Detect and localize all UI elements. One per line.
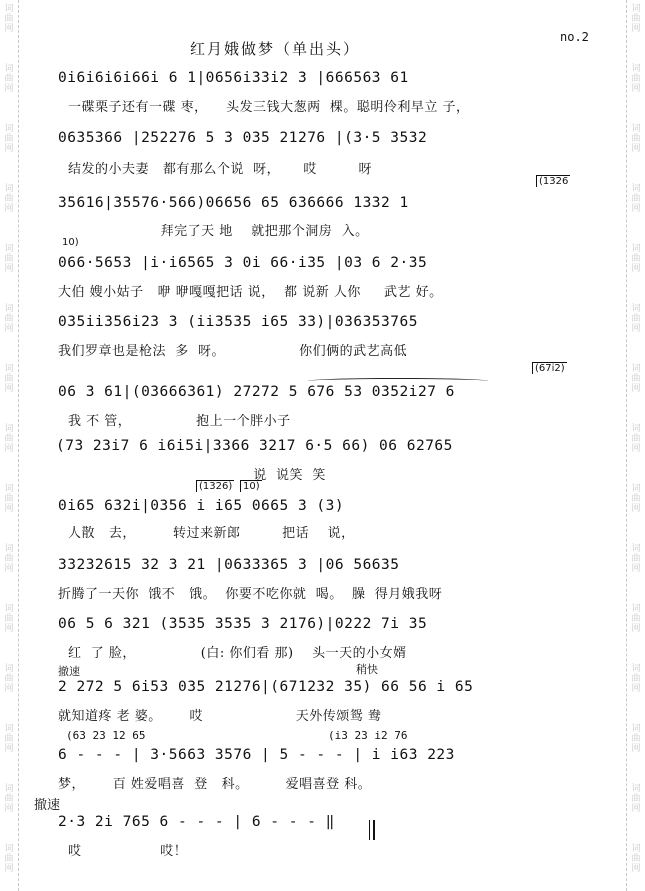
watermark-text: 词 曲 网 [631, 844, 641, 874]
grace-notes: (i3 23 i2 76 [328, 729, 408, 742]
watermark-text: 词 曲 网 [4, 484, 14, 514]
lyric-line: 我 不 管， 抱上一个胖小子 [68, 414, 291, 429]
lyric-line: 折腾了一天你 饿不 饿。 你要不吃你就 喝。 臊 得月娥我呀 [58, 587, 443, 602]
watermark-text: 词 曲 网 [4, 844, 14, 874]
measure-mark: (1326) [196, 480, 234, 492]
lyric-line: 一碟栗子还有一碟 枣， 头发三钱大葱两 棵。聪明伶利早立 子， [68, 100, 470, 115]
notation-line: 0i65 632i|0356 i i65 0665 3 (3) [58, 498, 345, 514]
notation-line: 35616|35576·566)06656 65 636666 1332 1 [58, 195, 409, 211]
watermark-text: 词 曲 网 [4, 124, 14, 154]
notation-line: 06 5 6 321 (3535 3535 3 2176)|0222 7i 35 [58, 616, 428, 632]
watermark-text: 词 曲 网 [631, 604, 641, 634]
measure-mark: (1326 [536, 175, 570, 187]
score-row-12 [58, 729, 588, 799]
watermark-text: 词 曲 网 [4, 664, 14, 694]
score-row-6 [58, 360, 588, 430]
score-row-1 [58, 70, 588, 120]
measure-mark: 10) [62, 237, 79, 248]
song-title: 红月娥做梦（单出头） [190, 40, 361, 58]
lyric-line: 红 了 脸， (白: 你们看 那) 头一天的小女婿 [68, 646, 407, 661]
watermark-text: 词 曲 网 [631, 304, 641, 334]
watermark-text: 词 曲 网 [4, 184, 14, 214]
score-row-9 [58, 557, 588, 607]
watermark-text: 词 曲 网 [631, 124, 641, 154]
watermark-text: 词 曲 网 [631, 784, 641, 814]
watermark-text: 词 曲 网 [631, 664, 641, 694]
score-row-2 [58, 130, 588, 180]
watermark-text: 词 曲 网 [631, 64, 641, 94]
watermark-text: 词 曲 网 [631, 484, 641, 514]
watermark-text: 词 曲 网 [4, 604, 14, 634]
notation-line: 035ii356i23 3 (ii3535 i65 33)|036353765 [58, 314, 418, 330]
watermark-text: 词 曲 网 [4, 364, 14, 394]
score-row-10 [58, 616, 588, 666]
notation-line: 33232615 32 3 21 |0633365 3 |06 56635 [58, 557, 400, 573]
score-row-3 [58, 175, 588, 239]
watermark-text: 词 曲 网 [4, 784, 14, 814]
watermark-text: 词 曲 网 [4, 304, 14, 334]
score-row-8 [58, 478, 588, 548]
watermark-text: 词 曲 网 [631, 244, 641, 274]
watermark-text: 词 曲 网 [631, 724, 641, 754]
tempo-mark-fast: 稍快 [356, 663, 378, 676]
watermark-text: 词 曲 网 [4, 424, 14, 454]
watermark-text: 词 曲 网 [631, 424, 641, 454]
score-row-5 [58, 314, 588, 364]
watermark-text: 词 曲 网 [4, 4, 14, 34]
score-row-11 [58, 665, 588, 725]
notation-line: 6 - - - | 3·5663 3576 | 5 - - - | i i63 223 [58, 747, 455, 763]
lyric-line: 我们罗章也是枪法 多 呀。 你们俩的武艺高低 [58, 344, 408, 359]
notation-line: 066·5653 |i·i6565 3 0i 66·i35 |03 6 2·35 [58, 255, 428, 271]
notation-line: (73 23i7 6 i6i5i|3366 3217 6·5 66) 06 62765 [56, 438, 453, 454]
grace-notes: (63 23 12 65 [66, 729, 146, 742]
lyric-line: 哎 哎！ [68, 844, 188, 859]
score-row-4 [58, 237, 588, 300]
watermark-text: 词 曲 网 [631, 364, 641, 394]
watermark-text: 词 曲 网 [631, 184, 641, 214]
notation-line: 2·3 2i 765 6 - - - | 6 - - - ‖ [58, 814, 335, 830]
watermark-right-column [627, 0, 645, 891]
notation-line: 2 272 5 6i53 035 21276|(671232 35) 66 56 i 65 [58, 679, 474, 695]
lyric-line: 结发的小夫妻 都有那么个说 呀， 哎 呀 [68, 162, 373, 177]
lyric-line: 梦， 百 姓爱唱喜 登 科。 爱唱喜登 科。 [58, 777, 372, 792]
watermark-left-column [0, 0, 18, 891]
tempo-mark-slow: 撤速 [58, 665, 80, 678]
lyric-line: 大伯 嫂小姑子 咿 咿嘎嘎把话 说， 都 说新 人你 武艺 好。 [58, 285, 443, 300]
tempo-mark-slow-down: 撤速 [34, 798, 61, 813]
watermark-text: 词 曲 网 [4, 244, 14, 274]
final-barline [369, 820, 375, 840]
lyric-line: 就知道疼 老 婆。 哎 天外传颂鸳 鸯 [58, 709, 382, 724]
measure-mark: 10) [240, 480, 262, 492]
watermark-text: 词 曲 网 [631, 4, 641, 34]
watermark-text: 词 曲 网 [4, 724, 14, 754]
lyric-line: 说 说笑 笑 [68, 468, 326, 483]
notation-line: 06 3 61|(03666361) 27272 5 676 53 0352i27 6 [58, 384, 455, 400]
watermark-text: 词 曲 网 [4, 64, 14, 94]
watermark-text: 词 曲 网 [631, 544, 641, 574]
watermark-text: 词 曲 网 [4, 544, 14, 574]
notation-line: 0635366 |252276 5 3 035 21276 |(3·5 3532 [58, 130, 428, 146]
page-number: no.2 [560, 30, 589, 44]
notation-line: 0i6i6i6i66i 6 1|0656i33i2 3 |666563 61 [58, 70, 409, 86]
lyric-line: 拜完了天 地 就把那个洞房 入。 [68, 224, 369, 239]
lyric-line: 人散 去， 转过来新郎 把话 说， [68, 526, 355, 541]
measure-mark: (67i2) [532, 362, 567, 374]
score-row-13 [34, 792, 588, 862]
